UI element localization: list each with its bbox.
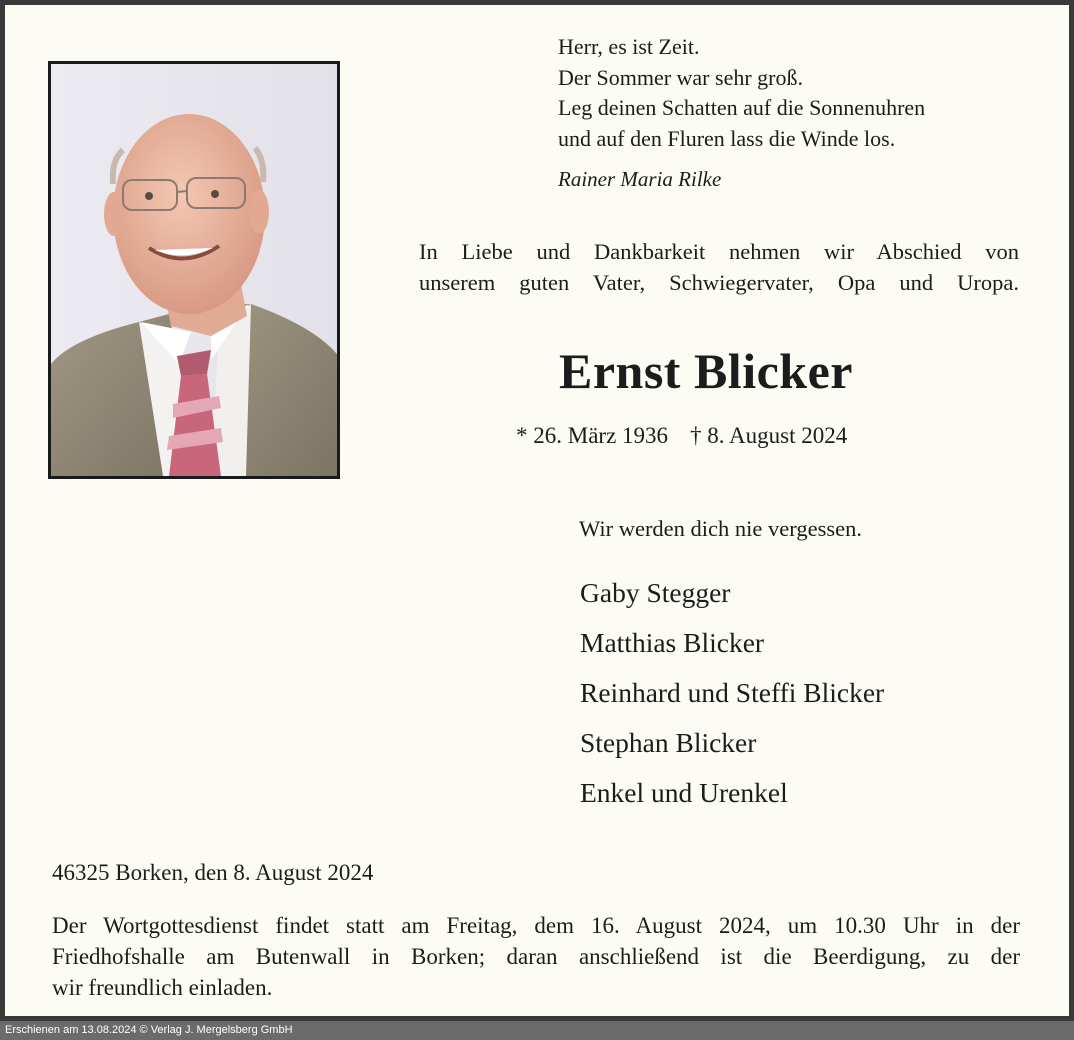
service-info [52,910,1020,1003]
mourners-list [580,568,884,818]
service-line: wir freundlich einladen. [52,975,273,1000]
farewell-line: unserem guten Vater, Schwiegervater, Opa und Uropa. [419,269,1019,295]
place-date: 46325 Borken, den 8. August 2024 [52,860,374,885]
mourner: Reinhard und Steffi Blicker [580,677,885,708]
service-line: Friedhofshalle am Butenwall in Borken; daran anschließend ist die Beerdigung, zu der [52,944,1020,969]
farewell-line: In Liebe und Dankbarkeit nehmen wir Abschied von [419,239,1019,264]
portrait-photo [48,61,340,479]
deceased-name: Ernst Blicker [559,343,853,399]
mourner: Matthias Blicker [580,627,765,658]
mourner: Enkel und Urenkel [580,777,788,808]
poem-author: Rainer Maria Rilke [558,167,722,191]
farewell-text [419,237,1019,298]
poem-line: Leg deinen Schatten auf die Sonnenuhren [558,95,926,120]
birth-date: * 26. März 1936 [516,423,669,448]
life-dates [516,423,847,449]
poem-line: und auf den Fluren lass die Winde los. [558,125,896,151]
poem [558,32,925,154]
publication-footer: Erschienen am 13.08.2024 © Verlag J. Mergelsberg GmbH [0,1021,1074,1040]
service-line: Der Wortgottesdienst findet statt am Freitag, dem 16. August 2024, um 10.30 Uhr in der [52,913,1020,938]
motto: Wir werden dich nie vergessen. [579,516,862,541]
death-date: † 8. August 2024 [690,423,848,448]
portrait-illustration [51,64,337,476]
mourner: Stephan Blicker [580,727,757,758]
mourner: Gaby Stegger [580,577,731,608]
poem-line: Herr, es ist Zeit. [558,34,700,59]
poem-line: Der Sommer war sehr groß. [558,64,803,90]
